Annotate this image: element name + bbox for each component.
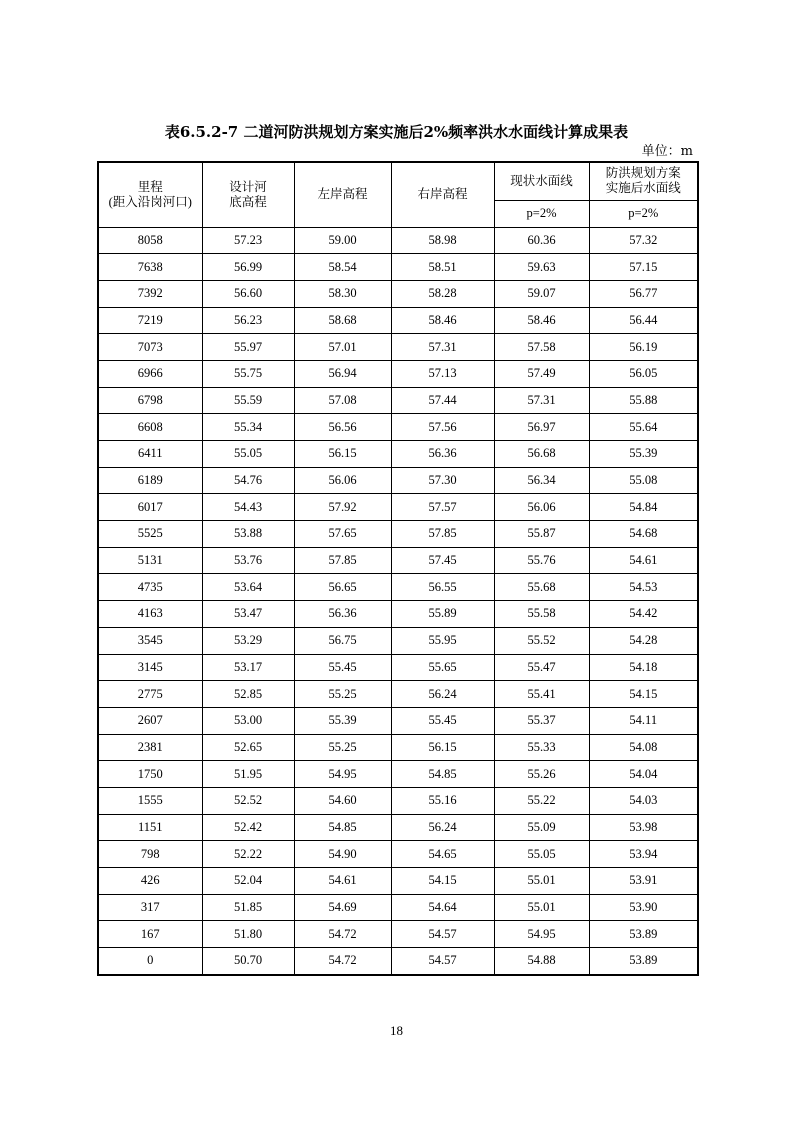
current-wl-cell: 56.97 — [494, 414, 589, 441]
left-bank-cell: 54.72 — [294, 948, 391, 975]
table-row — [98, 841, 698, 868]
header-plan-water-level-line1: 防洪规划方案 — [605, 166, 681, 181]
design-bed-cell: 53.17 — [202, 654, 294, 681]
mileage-cell: 2775 — [98, 681, 202, 708]
left-bank-cell: 56.15 — [294, 441, 391, 468]
right-bank-cell: 56.55 — [391, 574, 494, 601]
plan-wl-cell: 55.88 — [589, 387, 698, 414]
current-wl-cell: 55.01 — [494, 894, 589, 921]
mileage-cell: 3545 — [98, 627, 202, 654]
right-bank-cell: 56.15 — [391, 734, 494, 761]
left-bank-cell: 56.56 — [294, 414, 391, 441]
table-row — [98, 360, 698, 387]
design-bed-cell: 51.95 — [202, 761, 294, 788]
design-bed-cell: 54.43 — [202, 494, 294, 521]
plan-wl-cell: 53.89 — [589, 921, 698, 948]
current-wl-cell: 56.06 — [494, 494, 589, 521]
table-row — [98, 707, 698, 734]
right-bank-cell: 54.85 — [391, 761, 494, 788]
table-row — [98, 868, 698, 895]
right-bank-cell: 58.98 — [391, 227, 494, 254]
current-wl-cell: 57.31 — [494, 387, 589, 414]
current-wl-cell: 55.37 — [494, 707, 589, 734]
current-wl-cell: 55.68 — [494, 574, 589, 601]
plan-wl-cell: 55.39 — [589, 441, 698, 468]
plan-wl-cell: 54.03 — [589, 787, 698, 814]
water-level-table — [97, 161, 699, 976]
header-current-water-level: 现状水面线 — [494, 162, 589, 200]
plan-wl-cell: 54.68 — [589, 521, 698, 548]
current-wl-cell: 57.49 — [494, 360, 589, 387]
plan-wl-cell: 54.04 — [589, 761, 698, 788]
plan-wl-cell: 54.61 — [589, 547, 698, 574]
current-wl-cell: 55.41 — [494, 681, 589, 708]
left-bank-cell: 54.69 — [294, 894, 391, 921]
right-bank-cell: 58.28 — [391, 280, 494, 307]
left-bank-cell: 56.06 — [294, 467, 391, 494]
right-bank-cell: 54.57 — [391, 948, 494, 975]
right-bank-cell: 57.30 — [391, 467, 494, 494]
table-row — [98, 254, 698, 281]
current-wl-cell: 54.95 — [494, 921, 589, 948]
plan-wl-cell: 53.89 — [589, 948, 698, 975]
table-row — [98, 441, 698, 468]
mileage-cell: 3145 — [98, 654, 202, 681]
design-bed-cell: 56.60 — [202, 280, 294, 307]
mileage-cell: 6189 — [98, 467, 202, 494]
table-row — [98, 894, 698, 921]
mileage-cell: 4735 — [98, 574, 202, 601]
left-bank-cell: 56.65 — [294, 574, 391, 601]
right-bank-cell: 57.57 — [391, 494, 494, 521]
mileage-cell: 4163 — [98, 601, 202, 628]
design-bed-cell: 55.05 — [202, 441, 294, 468]
left-bank-cell: 56.36 — [294, 601, 391, 628]
table-row — [98, 654, 698, 681]
plan-wl-cell: 57.32 — [589, 227, 698, 254]
mileage-cell: 6798 — [98, 387, 202, 414]
table-row — [98, 681, 698, 708]
plan-wl-cell: 54.28 — [589, 627, 698, 654]
plan-wl-cell: 56.77 — [589, 280, 698, 307]
table-row — [98, 948, 698, 975]
right-bank-cell: 55.95 — [391, 627, 494, 654]
table-row — [98, 494, 698, 521]
current-wl-cell: 56.68 — [494, 441, 589, 468]
header-plan-water-level-line2: 实施后水面线 — [605, 181, 681, 196]
left-bank-cell: 56.75 — [294, 627, 391, 654]
design-bed-cell: 52.52 — [202, 787, 294, 814]
table-title: 表6.5.2-7 二道河防洪规划方案实施后2%频率洪水水面线计算成果表 — [164, 123, 629, 141]
design-bed-cell: 56.99 — [202, 254, 294, 281]
design-bed-cell: 53.76 — [202, 547, 294, 574]
right-bank-cell: 58.51 — [391, 254, 494, 281]
design-bed-cell: 55.75 — [202, 360, 294, 387]
right-bank-cell: 54.57 — [391, 921, 494, 948]
plan-wl-cell: 56.05 — [589, 360, 698, 387]
plan-wl-cell: 55.64 — [589, 414, 698, 441]
header-freq-plan: p=2% — [589, 200, 698, 227]
table-row — [98, 814, 698, 841]
left-bank-cell: 57.65 — [294, 521, 391, 548]
plan-wl-cell: 54.11 — [589, 707, 698, 734]
left-bank-cell: 57.08 — [294, 387, 391, 414]
design-bed-cell: 55.34 — [202, 414, 294, 441]
mileage-cell: 6017 — [98, 494, 202, 521]
left-bank-cell: 55.25 — [294, 681, 391, 708]
right-bank-cell: 57.85 — [391, 521, 494, 548]
mileage-cell: 7392 — [98, 280, 202, 307]
table-row — [98, 280, 698, 307]
mileage-cell: 167 — [98, 921, 202, 948]
right-bank-cell: 57.45 — [391, 547, 494, 574]
mileage-cell: 5131 — [98, 547, 202, 574]
left-bank-cell: 57.01 — [294, 334, 391, 361]
current-wl-cell: 55.52 — [494, 627, 589, 654]
right-bank-cell: 57.56 — [391, 414, 494, 441]
left-bank-cell: 57.85 — [294, 547, 391, 574]
mileage-cell: 0 — [98, 948, 202, 975]
plan-wl-cell: 53.98 — [589, 814, 698, 841]
page-number: 18 — [390, 1023, 403, 1038]
header-right-bank: 右岸高程 — [391, 162, 494, 227]
mileage-cell: 5525 — [98, 521, 202, 548]
left-bank-cell: 54.85 — [294, 814, 391, 841]
plan-wl-cell: 56.44 — [589, 307, 698, 334]
current-wl-cell: 55.33 — [494, 734, 589, 761]
right-bank-cell: 57.44 — [391, 387, 494, 414]
left-bank-cell: 59.00 — [294, 227, 391, 254]
plan-wl-cell: 54.42 — [589, 601, 698, 628]
right-bank-cell: 55.16 — [391, 787, 494, 814]
current-wl-cell: 60.36 — [494, 227, 589, 254]
mileage-cell: 7073 — [98, 334, 202, 361]
mileage-cell: 6411 — [98, 441, 202, 468]
mileage-cell: 6966 — [98, 360, 202, 387]
mileage-cell: 7638 — [98, 254, 202, 281]
table-row — [98, 521, 698, 548]
design-bed-cell: 52.42 — [202, 814, 294, 841]
header-mileage-line2: (距入沿岗河口) — [108, 194, 192, 209]
right-bank-cell: 54.15 — [391, 868, 494, 895]
header-mileage-line1: 里程 — [137, 179, 163, 194]
mileage-cell: 1750 — [98, 761, 202, 788]
table-row — [98, 627, 698, 654]
right-bank-cell: 54.64 — [391, 894, 494, 921]
table-row — [98, 387, 698, 414]
plan-wl-cell: 56.19 — [589, 334, 698, 361]
table-row — [98, 547, 698, 574]
current-wl-cell: 58.46 — [494, 307, 589, 334]
plan-wl-cell: 54.08 — [589, 734, 698, 761]
left-bank-cell: 54.60 — [294, 787, 391, 814]
design-bed-cell: 54.76 — [202, 467, 294, 494]
current-wl-cell: 54.88 — [494, 948, 589, 975]
plan-wl-cell: 53.91 — [589, 868, 698, 895]
design-bed-cell: 53.64 — [202, 574, 294, 601]
header-design-bed — [202, 162, 294, 227]
current-wl-cell: 55.01 — [494, 868, 589, 895]
plan-wl-cell: 54.84 — [589, 494, 698, 521]
left-bank-cell: 54.90 — [294, 841, 391, 868]
design-bed-cell: 53.88 — [202, 521, 294, 548]
left-bank-cell: 55.25 — [294, 734, 391, 761]
header-plan-water-level — [589, 162, 698, 200]
current-wl-cell: 55.22 — [494, 787, 589, 814]
left-bank-cell: 56.94 — [294, 360, 391, 387]
left-bank-cell: 54.61 — [294, 868, 391, 895]
table-body — [98, 227, 698, 975]
design-bed-cell: 53.47 — [202, 601, 294, 628]
left-bank-cell: 54.95 — [294, 761, 391, 788]
design-bed-cell: 51.80 — [202, 921, 294, 948]
design-bed-cell: 53.00 — [202, 707, 294, 734]
current-wl-cell: 55.58 — [494, 601, 589, 628]
mileage-cell: 426 — [98, 868, 202, 895]
header-mileage — [98, 162, 202, 227]
plan-wl-cell: 54.18 — [589, 654, 698, 681]
current-wl-cell: 56.34 — [494, 467, 589, 494]
right-bank-cell: 56.24 — [391, 681, 494, 708]
plan-wl-cell: 57.15 — [589, 254, 698, 281]
plan-wl-cell: 53.90 — [589, 894, 698, 921]
right-bank-cell: 57.13 — [391, 360, 494, 387]
left-bank-cell: 58.30 — [294, 280, 391, 307]
right-bank-cell: 54.65 — [391, 841, 494, 868]
header-design-bed-line2: 底高程 — [229, 194, 267, 209]
left-bank-cell: 54.72 — [294, 921, 391, 948]
design-bed-cell: 57.23 — [202, 227, 294, 254]
current-wl-cell: 55.05 — [494, 841, 589, 868]
right-bank-cell: 55.65 — [391, 654, 494, 681]
current-wl-cell: 55.26 — [494, 761, 589, 788]
right-bank-cell: 56.24 — [391, 814, 494, 841]
left-bank-cell: 57.92 — [294, 494, 391, 521]
unit-label: 单位：m — [641, 144, 693, 159]
mileage-cell: 7219 — [98, 307, 202, 334]
design-bed-cell: 52.65 — [202, 734, 294, 761]
table-row — [98, 467, 698, 494]
mileage-cell: 317 — [98, 894, 202, 921]
design-bed-cell: 50.70 — [202, 948, 294, 975]
mileage-cell: 1151 — [98, 814, 202, 841]
plan-wl-cell: 53.94 — [589, 841, 698, 868]
design-bed-cell: 55.59 — [202, 387, 294, 414]
table-row — [98, 921, 698, 948]
plan-wl-cell: 54.53 — [589, 574, 698, 601]
right-bank-cell: 55.45 — [391, 707, 494, 734]
table-row — [98, 601, 698, 628]
table-row — [98, 761, 698, 788]
left-bank-cell: 55.45 — [294, 654, 391, 681]
left-bank-cell: 55.39 — [294, 707, 391, 734]
mileage-cell: 1555 — [98, 787, 202, 814]
right-bank-cell: 57.31 — [391, 334, 494, 361]
current-wl-cell: 55.09 — [494, 814, 589, 841]
left-bank-cell: 58.68 — [294, 307, 391, 334]
mileage-cell: 2607 — [98, 707, 202, 734]
table-row — [98, 787, 698, 814]
mileage-cell: 6608 — [98, 414, 202, 441]
current-wl-cell: 59.63 — [494, 254, 589, 281]
table-row — [98, 334, 698, 361]
left-bank-cell: 58.54 — [294, 254, 391, 281]
table-row — [98, 227, 698, 254]
design-bed-cell: 56.23 — [202, 307, 294, 334]
table-row — [98, 307, 698, 334]
mileage-cell: 798 — [98, 841, 202, 868]
header-freq-current: p=2% — [494, 200, 589, 227]
right-bank-cell: 55.89 — [391, 601, 494, 628]
current-wl-cell: 55.76 — [494, 547, 589, 574]
table-row — [98, 574, 698, 601]
current-wl-cell: 55.47 — [494, 654, 589, 681]
mileage-cell: 2381 — [98, 734, 202, 761]
table-row — [98, 734, 698, 761]
current-wl-cell: 57.58 — [494, 334, 589, 361]
design-bed-cell: 51.85 — [202, 894, 294, 921]
design-bed-cell: 52.04 — [202, 868, 294, 895]
current-wl-cell: 59.07 — [494, 280, 589, 307]
header-design-bed-line1: 设计河 — [229, 179, 267, 194]
design-bed-cell: 52.85 — [202, 681, 294, 708]
design-bed-cell: 55.97 — [202, 334, 294, 361]
design-bed-cell: 52.22 — [202, 841, 294, 868]
table-header — [98, 162, 698, 227]
current-wl-cell: 55.87 — [494, 521, 589, 548]
right-bank-cell: 58.46 — [391, 307, 494, 334]
plan-wl-cell: 55.08 — [589, 467, 698, 494]
design-bed-cell: 53.29 — [202, 627, 294, 654]
table-row — [98, 414, 698, 441]
header-left-bank: 左岸高程 — [294, 162, 391, 227]
plan-wl-cell: 54.15 — [589, 681, 698, 708]
right-bank-cell: 56.36 — [391, 441, 494, 468]
mileage-cell: 8058 — [98, 227, 202, 254]
